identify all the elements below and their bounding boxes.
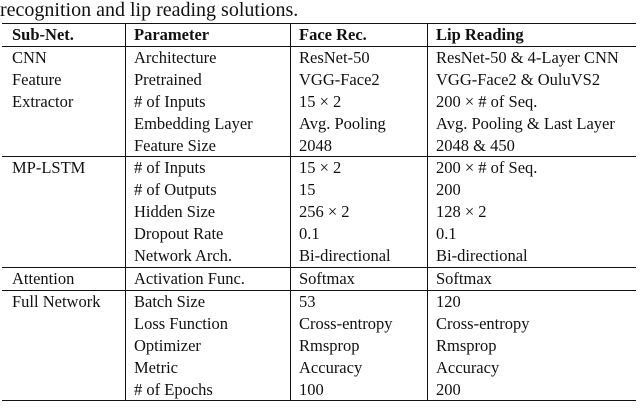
sub-net-label [2,201,126,223]
table-row [2,157,636,179]
sub-net-label [2,223,126,245]
lip-reading-cell: 200 × # of Seq. [436,158,538,178]
face-rec-cell: Avg. Pooling [291,113,428,135]
face-rec-cell: VGG-Face2 [291,69,428,91]
table-row [2,267,636,290]
parameter-cell: Embedding Layer [126,113,291,135]
table-row [2,335,636,357]
sub-net-label [2,113,126,135]
lip-reading-cell: ResNet-50 & 4-Layer CNN [436,47,619,67]
header-parameter: Parameter [126,24,291,47]
group-cnn-feature-extractor [2,46,636,157]
face-rec-cell: 15 × 2 [291,91,428,113]
sub-net-label [2,245,126,267]
lip-reading-cell: VGG-Face2 & OuluVS2 [436,69,601,89]
table-row [2,245,636,267]
face-rec-cell: 15 [291,179,428,201]
face-rec-cell: 15 × 2 [291,157,428,179]
parameter-cell: Loss Function [126,313,291,335]
header-face-rec: Face Rec. [291,24,428,47]
lip-reading-cell: Rmsprop [436,335,497,355]
lip-reading-cell: 128 × 2 [436,202,487,222]
parameter-cell: Activation Func. [126,267,291,290]
lip-reading-cell: 200 [436,379,461,399]
parameter-cell: # of Inputs [126,91,291,113]
group-mp-lstm [2,157,636,268]
table-row [2,290,636,312]
sub-net-label [2,357,126,379]
parameter-cell: Network Arch. [126,245,291,267]
sub-net-label: Full Network [2,290,126,312]
table-row [2,46,636,68]
table-row [2,91,636,113]
parameter-cell: # of Inputs [126,157,291,179]
group-attention [2,267,636,290]
group-full-network [2,290,636,401]
sub-net-label: CNN [2,46,126,68]
lip-reading-cell: 0.1 [436,224,457,244]
sub-net-label: Extractor [2,91,126,113]
lip-reading-cell: Accuracy [436,357,500,377]
table-row [2,113,636,135]
lip-reading-cell: Bi-directional [436,246,528,266]
sub-net-label [2,179,126,201]
parameter-cell: Feature Size [126,135,291,157]
face-rec-cell: Softmax [291,267,428,290]
table-row [2,179,636,201]
face-rec-cell: 100 [291,379,428,401]
parameter-cell: Metric [126,357,291,379]
parameter-cell: # of Epochs [126,379,291,401]
face-rec-cell: 2048 [291,135,428,157]
sub-net-label [2,135,126,157]
face-rec-cell: Cross-entropy [291,313,428,335]
sub-net-label: Attention [2,267,126,290]
sub-net-label [2,379,126,401]
parameter-cell: Architecture [126,46,291,68]
lip-reading-cell: 200 × # of Seq. [436,91,538,111]
parameter-cell: Pretrained [126,69,291,91]
face-rec-cell: 256 × 2 [291,201,428,223]
face-rec-cell: Rmsprop [291,335,428,357]
header-lip-reading: Lip Reading [436,25,524,44]
parameter-cell: Dropout Rate [126,223,291,245]
parameter-cell: Optimizer [126,335,291,357]
face-rec-cell: Accuracy [291,357,428,379]
face-rec-cell: 0.1 [291,223,428,245]
table-row [2,69,636,91]
hyperparameter-table [2,23,636,401]
lip-reading-cell: 120 [436,291,461,311]
parameter-cell: Batch Size [126,290,291,312]
face-rec-cell: ResNet-50 [291,46,428,68]
table-header-row [2,24,636,47]
lip-reading-cell: 200 [436,180,461,200]
lip-reading-cell: Softmax [436,268,492,288]
face-rec-cell: Bi-directional [291,245,428,267]
lip-reading-cell: Avg. Pooling & Last Layer [436,113,615,133]
header-sub-net: Sub-Net. [2,24,126,47]
table-row [2,313,636,335]
table-row [2,379,636,401]
lip-reading-cell: Cross-entropy [436,313,530,333]
parameter-cell: Hidden Size [126,201,291,223]
sub-net-label [2,335,126,357]
table-row [2,357,636,379]
sub-net-label [2,313,126,335]
table-row [2,135,636,157]
table-caption: recognition and lip reading solutions. [0,0,299,21]
face-rec-cell: 53 [291,290,428,312]
parameter-cell: # of Outputs [126,179,291,201]
lip-reading-cell: 2048 & 450 [436,135,515,155]
sub-net-label: Feature [2,69,126,91]
table-row [2,223,636,245]
table-row [2,201,636,223]
sub-net-label: MP-LSTM [2,157,126,179]
